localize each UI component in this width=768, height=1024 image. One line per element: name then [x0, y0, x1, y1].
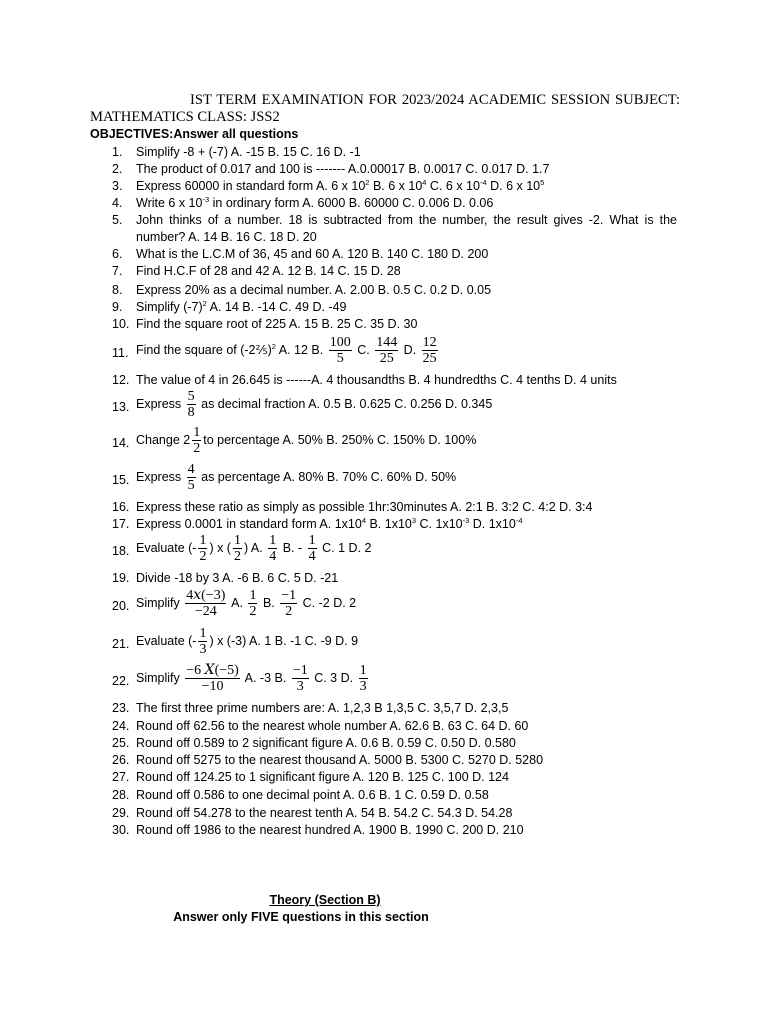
- question-text: Round off 54.278 to the nearest tenth A. 54 B. 54.2 C. 54.3 D. 54.28: [136, 806, 513, 820]
- exam-header-line-1: IST TERM EXAMINATION FOR 2023/2024 ACADEMIC SESSION SUBJECT:: [190, 92, 680, 108]
- question-number: 25.: [112, 736, 130, 750]
- question-text: Express 20% as a decimal number. A. 2.00 B. 0.5 C. 0.2 D. 0.05: [136, 283, 492, 297]
- fraction: $\frac{-1}{3}$: [292, 663, 308, 694]
- question-number: 19.: [112, 571, 130, 585]
- question-number: 6.: [112, 247, 123, 261]
- question-text: Round off 0.586 to one decimal point A. 0.6 B. 1 C. 0.59 D. 0.58: [136, 788, 489, 802]
- question-number: 4.: [112, 196, 123, 210]
- question-number: 9.: [112, 300, 123, 314]
- question-number: 22.: [112, 674, 130, 688]
- question-number: 21.: [112, 637, 130, 651]
- fraction: $\frac{100}{5}$: [329, 335, 351, 366]
- question-text: Simplify $(-7)^2$ A. 14 B. -14 C. 49 D. -49: [136, 299, 347, 314]
- question-number: 20.: [112, 599, 130, 613]
- question-text: Simplify $\frac{\text{−6 𝑋(−5)}}{-10}$ A. -3 B. $\frac{-1}{3}$ C. 3 D. $\frac{1}{3}$: [136, 663, 367, 694]
- question-number: 30.: [112, 823, 130, 837]
- question-text: Change 2 $\frac{1}{2}$ to percentage A. 50% B. 250% C. 150% D. 100%: [136, 425, 477, 456]
- fraction: $\frac{1}{3}$: [199, 626, 207, 657]
- question-text: John thinks of a number. 18 is subtracted from the number, the result gives -2. What is the number? A. 14 B. 16 C. 18 D. 20: [136, 213, 677, 244]
- question-text: Round off 62.56 to the nearest whole number A. 62.6 B. 63 C. 64 D. 60: [136, 719, 529, 733]
- question-number: 23.: [112, 701, 130, 715]
- fraction: $\frac{1}{2}$: [249, 588, 257, 619]
- objectives-heading: OBJECTIVES:Answer all questions: [90, 127, 299, 141]
- fraction: $\frac{144}{25}$: [376, 335, 398, 366]
- question-number: 10.: [112, 317, 130, 331]
- question-text: The product of 0.017 and 100 is ------- A.0.00017 B. 0.0017 C. 0.017 D. 1.7: [136, 162, 550, 176]
- question-number: 1.: [112, 145, 123, 159]
- question-text: Express 0.0001 in standard form A. $1x10^4$ B. $1x10^3$ C. $1x10^{-3}$ D. $1x10^{-4}$: [136, 516, 523, 531]
- question-number: 15.: [112, 473, 130, 487]
- question-text: Write 6 x $10^{-3}$ in ordinary form A. 6000 B. 60000 C. 0.006 D. 0.06: [136, 195, 494, 210]
- question-text: The value of 4 in 26.645 is ------A. 4 thousandths B. 4 hundredths C. 4 tenths D. 4 units: [136, 373, 617, 387]
- question-number: 11.: [112, 346, 129, 360]
- question-text: Round off 5275 to the nearest thousand A. 5000 B. 5300 C. 5270 D. 5280: [136, 753, 544, 767]
- fraction: $\frac{-1}{2}$: [281, 588, 297, 619]
- fraction: $\frac{12}{25}$: [422, 335, 437, 366]
- fraction: $\frac{1}{2}$: [199, 533, 207, 564]
- exam-header-line-2: MATHEMATICS CLASS: JSS2: [90, 109, 280, 125]
- theory-section-title: Theory (Section B): [269, 893, 381, 907]
- question-text: Express 60000 in standard form A. 6 x $10^2$ B. 6 x $10^4$ C. 6 x $10^{-4}$ D. 6 x $10^5$: [136, 178, 545, 193]
- fraction: $\frac{1}{3}$: [359, 663, 367, 694]
- question-number: 7.: [112, 264, 123, 278]
- question-number: 2.: [112, 162, 123, 176]
- question-number: 28.: [112, 788, 130, 802]
- question-number: 14.: [112, 436, 130, 450]
- question-text: Express $\frac{4}{5}$ as percentage A. 80% B. 70% C. 60% D. 50%: [136, 462, 457, 493]
- question-number: 12.: [112, 373, 130, 387]
- fraction: $\frac{5}{8}$: [187, 389, 195, 420]
- fraction: $\frac{1}{2}$: [233, 533, 241, 564]
- question-number: 5.: [112, 213, 123, 227]
- fraction: $\frac{1}{4}$: [269, 533, 277, 564]
- theory-instruction: Answer only FIVE questions in this section: [173, 910, 429, 924]
- question-number: 29.: [112, 806, 130, 820]
- question-text: Evaluate (- $\frac{1}{3}$ ) x (-3) A. 1 B. -1 C. -9 D. 9: [136, 626, 359, 657]
- fraction: $\frac{1}{4}$: [308, 533, 316, 564]
- question-number: 17.: [112, 517, 130, 531]
- question-number: 8.: [112, 283, 123, 297]
- question-text: Round off 124.25 to 1 significant figure A. 120 B. 125 C. 100 D. 124: [136, 770, 509, 784]
- fraction: $\frac{\text{4𝑥(−3)}}{-24}$: [186, 588, 226, 619]
- question-text: Find the square of (-2⅖)$^2$ A. 12 B. $\frac{100}{5}$ C. $\frac{144}{25}$ D. $\frac{12}{25}$: [136, 335, 437, 366]
- fraction: $\frac{1}{2}$: [193, 425, 201, 456]
- question-text: Round off 1986 to the nearest hundred A. 1900 B. 1990 C. 200 D. 210: [136, 823, 524, 837]
- question-text: Find the square root of 225 A. 15 B. 25 C. 35 D. 30: [136, 317, 418, 331]
- question-number: 3.: [112, 179, 123, 193]
- question-text: Round off 0.589 to 2 significant figure A. 0.6 B. 0.59 C. 0.50 D. 0.580: [136, 736, 516, 750]
- question-text: What is the L.C.M of 36, 45 and 60 A. 120 B. 140 C. 180 D. 200: [136, 247, 489, 261]
- fraction: $\frac{4}{5}$: [187, 462, 195, 493]
- question-number: 26.: [112, 753, 130, 767]
- question-text: Find H.C.F of 28 and 42 A. 12 B. 14 C. 15 D. 28: [136, 264, 401, 278]
- question-text: Express these ratio as simply as possible 1hr:30minutes A. 2:1 B. 3:2 C. 4:2 D. 3:4: [136, 500, 593, 514]
- question-text: Express $\frac{5}{8}$ as decimal fraction A. 0.5 B. 0.625 C. 0.256 D. 0.345: [136, 389, 493, 420]
- question-number: 24.: [112, 719, 130, 733]
- question-text: Simplify -8 + (-7) A. -15 B. 15 C. 16 D. -1: [136, 145, 361, 159]
- question-number: 18.: [112, 544, 130, 558]
- question-text: The first three prime numbers are: A. 1,2,3 B 1,3,5 C. 3,5,7 D. 2,3,5: [136, 701, 509, 715]
- question-text: Simplify $\frac{\text{4𝑥(−3)}}{-24}$ A. $\frac{1}{2}$ B. $\frac{-1}{2}$ C. -2 D. 2: [136, 588, 357, 619]
- question-text: Evaluate (- $\frac{1}{2}$ ) x ( $\frac{1}{2}$ ) A. $\frac{1}{4}$ B. - $\frac{1}{4}$ C. 1 D. 2: [136, 533, 372, 564]
- question-number: 16.: [112, 500, 130, 514]
- question-number: 13.: [112, 400, 130, 414]
- fraction: $\frac{\text{−6 𝑋(−5)}}{-10}$: [186, 663, 239, 694]
- question-number: 27.: [112, 770, 130, 784]
- question-text: Divide -18 by 3 A. -6 B. 6 C. 5 D. -21: [136, 571, 339, 585]
